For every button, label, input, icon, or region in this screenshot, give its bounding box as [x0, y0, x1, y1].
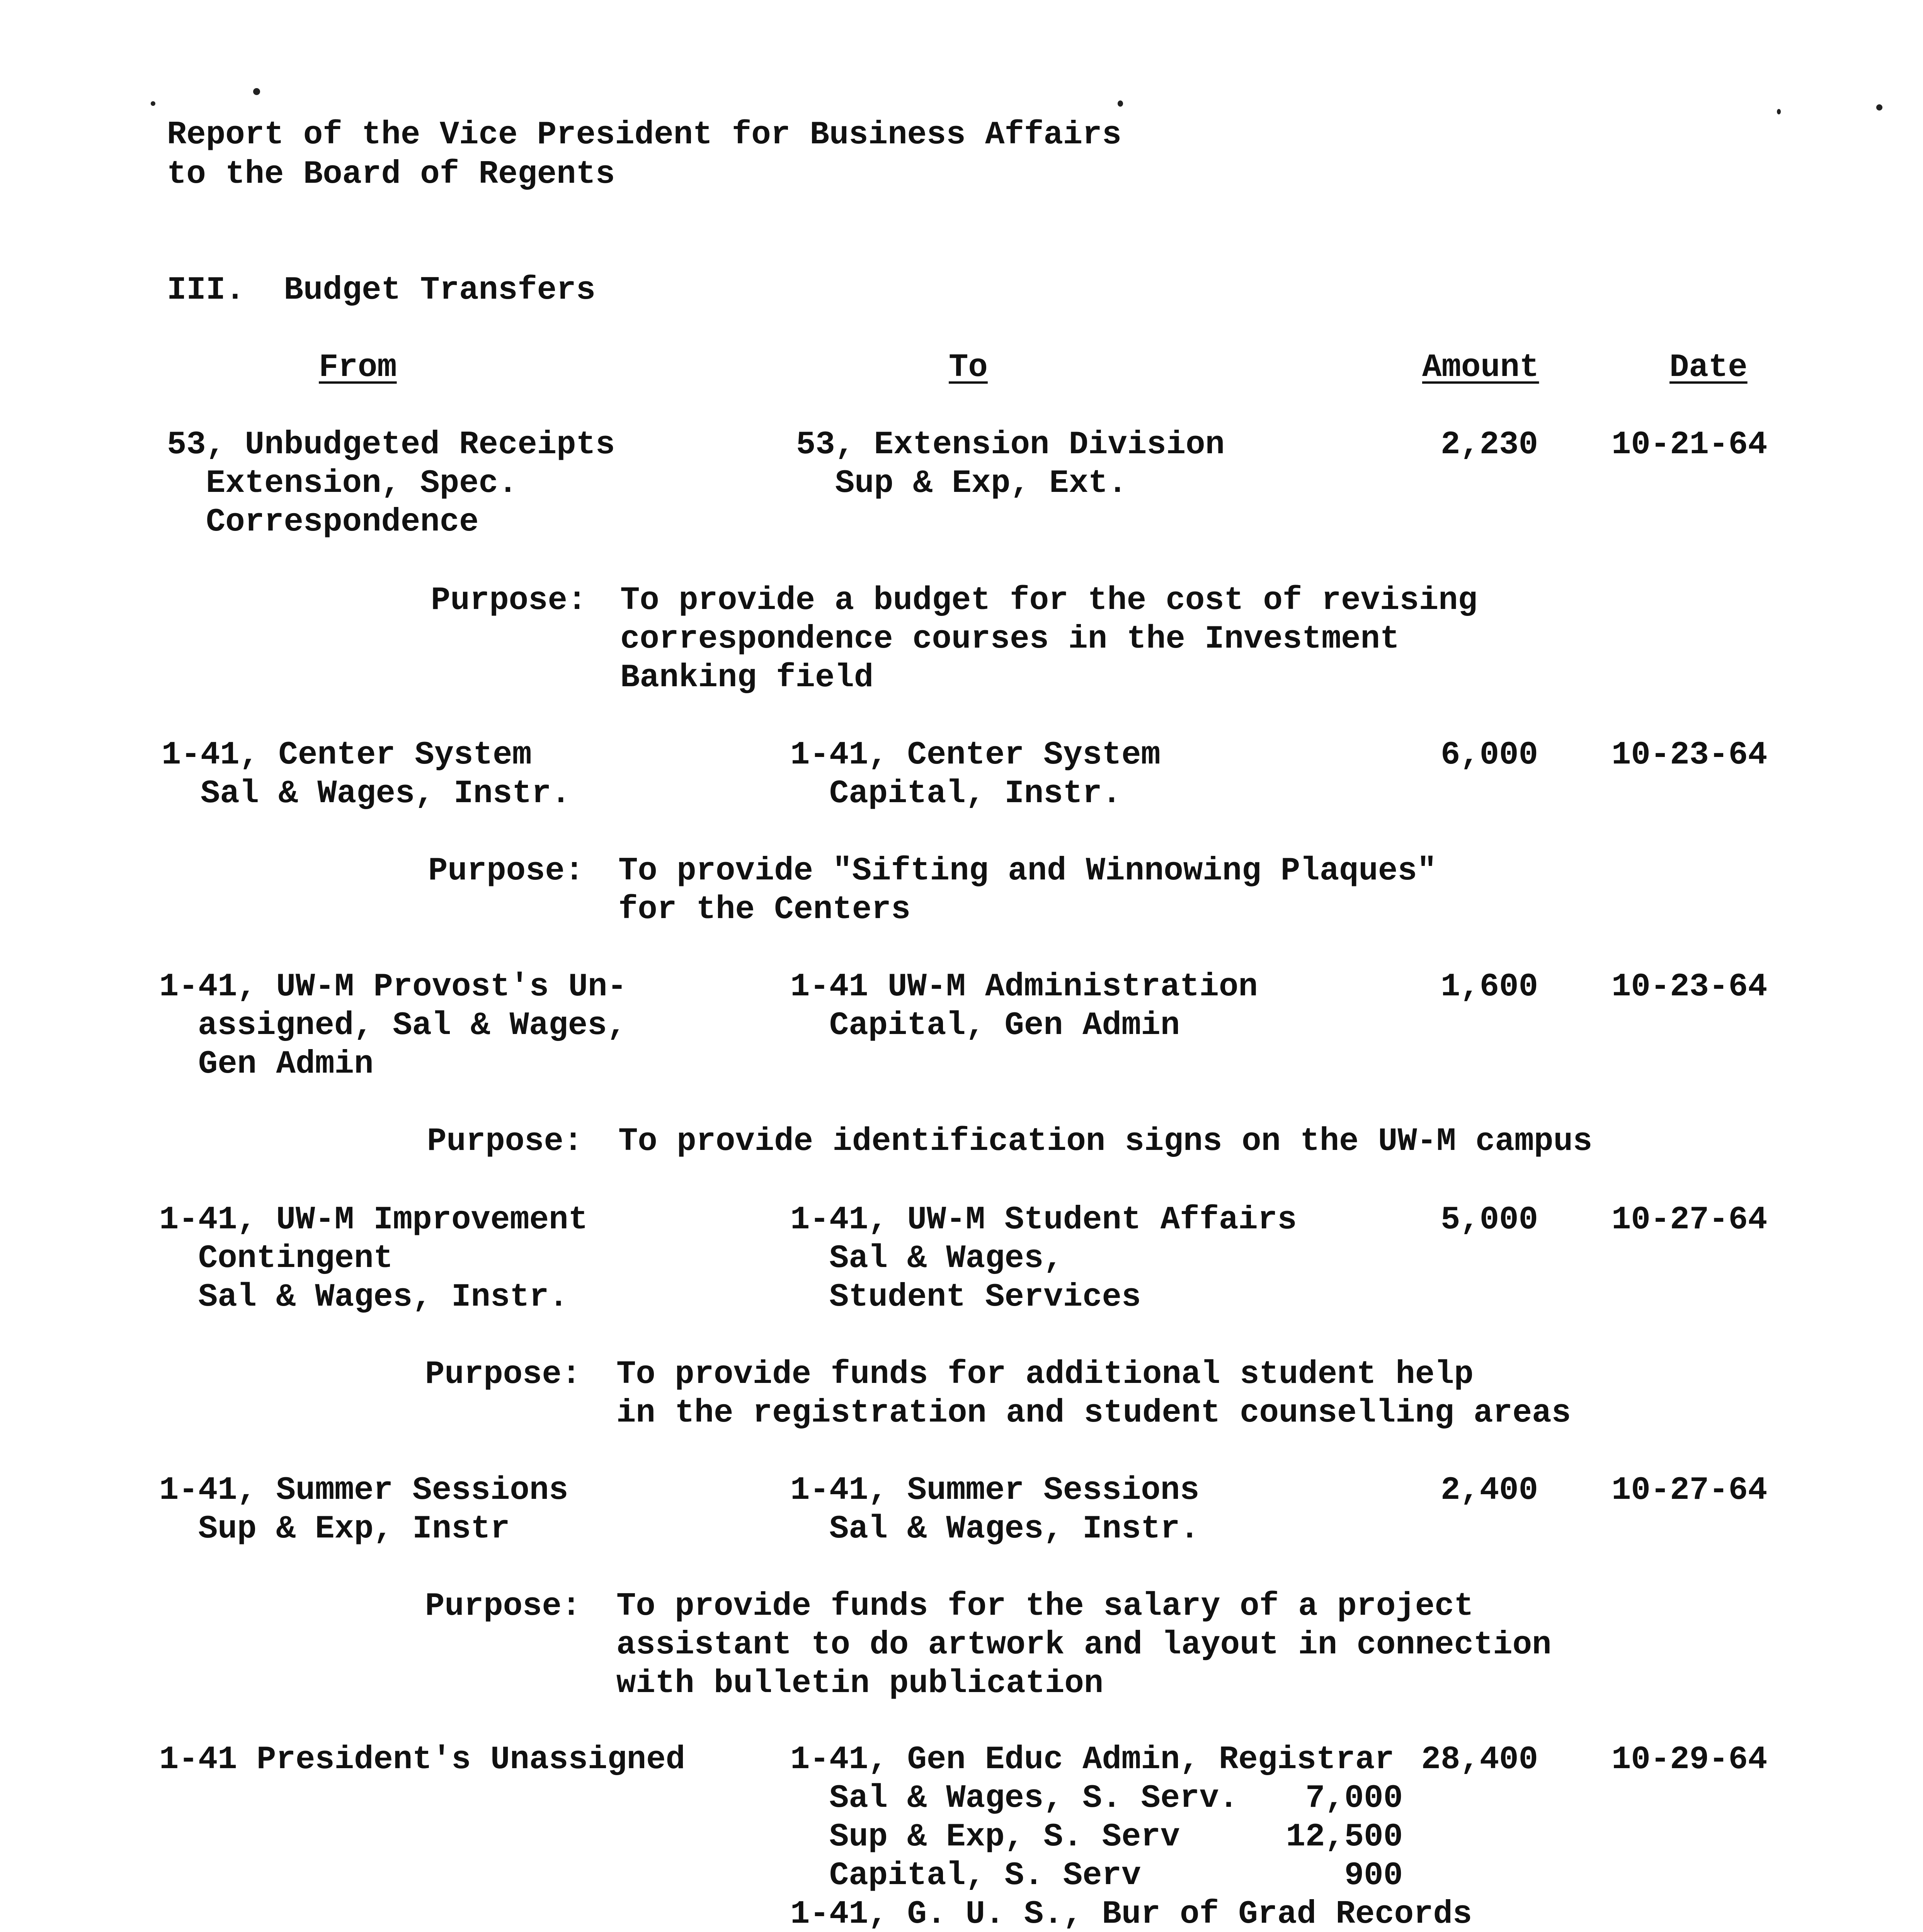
transfer-date: 10-21-64 — [1612, 427, 1768, 463]
column-header-date: Date — [1669, 349, 1748, 386]
to-line: Sal & Wages, Instr. — [790, 1511, 1200, 1548]
purpose-line: assistant to do artwork and layout in connection — [616, 1627, 1552, 1663]
purpose-label: Purpose: — [431, 582, 587, 619]
from-line: assigned, Sal & Wages, — [198, 1007, 626, 1044]
to-line: 1-41, Center System — [790, 737, 1161, 774]
to-line: 1-41, UW-M Student Affairs — [790, 1202, 1297, 1238]
to-line: Capital, Gen Admin — [790, 1007, 1180, 1044]
to-line: Student Services — [790, 1279, 1141, 1316]
to-line: 53, Extension Division — [796, 427, 1225, 463]
transfer-amount: 28,400 — [1421, 1742, 1538, 1778]
purpose-line: correspondence courses in the Investment — [620, 621, 1400, 658]
transfer-date: 10-23-64 — [1612, 969, 1768, 1005]
from-line: Sup & Exp, Instr — [159, 1511, 510, 1548]
purpose-label: Purpose: — [427, 1123, 583, 1160]
transfer-amount: 2,230 — [1440, 427, 1538, 463]
to-line: 1-41, Summer Sessions — [790, 1472, 1200, 1509]
from-line: Sal & Wages, Instr. — [159, 1279, 568, 1316]
to-line: Sal & Wages, — [790, 1240, 1063, 1277]
column-header-to: To — [949, 349, 988, 386]
transfer-amount: 5,000 — [1440, 1202, 1538, 1238]
scan-speck — [1118, 100, 1123, 107]
purpose-line: To provide funds for the salary of a project — [616, 1588, 1474, 1625]
transfer-amount: 2,400 — [1440, 1472, 1538, 1509]
section-title: III. Budget Transfers — [167, 272, 596, 309]
purpose-line: with bulletin publication — [616, 1665, 1104, 1702]
to-line: Sup & Exp, S. Serv — [790, 1819, 1180, 1855]
purpose-line: in the registration and student counselling areas — [616, 1395, 1571, 1432]
to-line: Sal & Wages, S. Serv. — [790, 1780, 1239, 1817]
transfer-amount: 6,000 — [1440, 737, 1538, 774]
from-line: Contingent — [159, 1240, 393, 1277]
transfer-date: 10-23-64 — [1612, 737, 1768, 774]
purpose-line: Banking field — [620, 660, 874, 696]
transfer-date: 10-27-64 — [1612, 1202, 1768, 1238]
report-title: Report of the Vice President for Business Affairs — [167, 117, 1122, 153]
purpose-line: To provide "Sifting and Winnowing Plaques" — [618, 853, 1437, 889]
to-line: 1-41 UW-M Administration — [790, 969, 1258, 1005]
from-line: 1-41, Summer Sessions — [159, 1472, 568, 1509]
from-line: Extension, Spec. — [167, 465, 518, 502]
from-line: Correspondence — [167, 504, 479, 541]
from-line: Gen Admin — [159, 1046, 374, 1083]
purpose-line: To provide funds for additional student help — [616, 1356, 1474, 1393]
transfer-amount: 1,600 — [1440, 969, 1538, 1005]
purpose-line: To provide a budget for the cost of revising — [620, 582, 1477, 619]
to-line: Capital, Instr. — [790, 776, 1121, 812]
from-line: Sal & Wages, Instr. — [162, 776, 571, 812]
purpose-label: Purpose: — [428, 853, 584, 889]
from-line: 53, Unbudgeted Receipts — [167, 427, 615, 463]
scan-speck — [151, 101, 155, 106]
column-header-from: From — [319, 349, 397, 386]
from-line: 1-41 President's Unassigned — [159, 1742, 686, 1778]
transfer-date: 10-27-64 — [1612, 1472, 1768, 1509]
to-line: 1-41, G. U. S., Bur of Grad Records — [790, 1896, 1472, 1932]
scan-speck — [1777, 109, 1781, 114]
from-line: 1-41, UW-M Provost's Un- — [159, 969, 627, 1005]
scan-speck — [1876, 104, 1882, 111]
column-header-amount: Amount — [1422, 349, 1539, 386]
purpose-line: To provide identification signs on the UW-M campus — [618, 1123, 1593, 1160]
report-subtitle: to the Board of Regents — [167, 156, 615, 193]
to-line: Sup & Exp, Ext. — [796, 465, 1127, 502]
to-line: Capital, S. Serv — [790, 1857, 1141, 1894]
from-line: 1-41, Center System — [162, 737, 532, 774]
purpose-line: for the Centers — [618, 891, 911, 928]
to-line: 1-41, Gen Educ Admin, Registrar — [790, 1742, 1394, 1778]
transfer-date: 10-29-64 — [1612, 1742, 1768, 1778]
sub-amount: 7,000 — [1305, 1780, 1403, 1817]
purpose-label: Purpose: — [425, 1588, 581, 1625]
sub-amount: 900 — [1344, 1857, 1403, 1894]
from-line: 1-41, UW-M Improvement — [159, 1202, 588, 1238]
sub-amount: 12,500 — [1286, 1819, 1403, 1855]
scan-speck — [253, 88, 260, 95]
purpose-label: Purpose: — [425, 1356, 581, 1393]
